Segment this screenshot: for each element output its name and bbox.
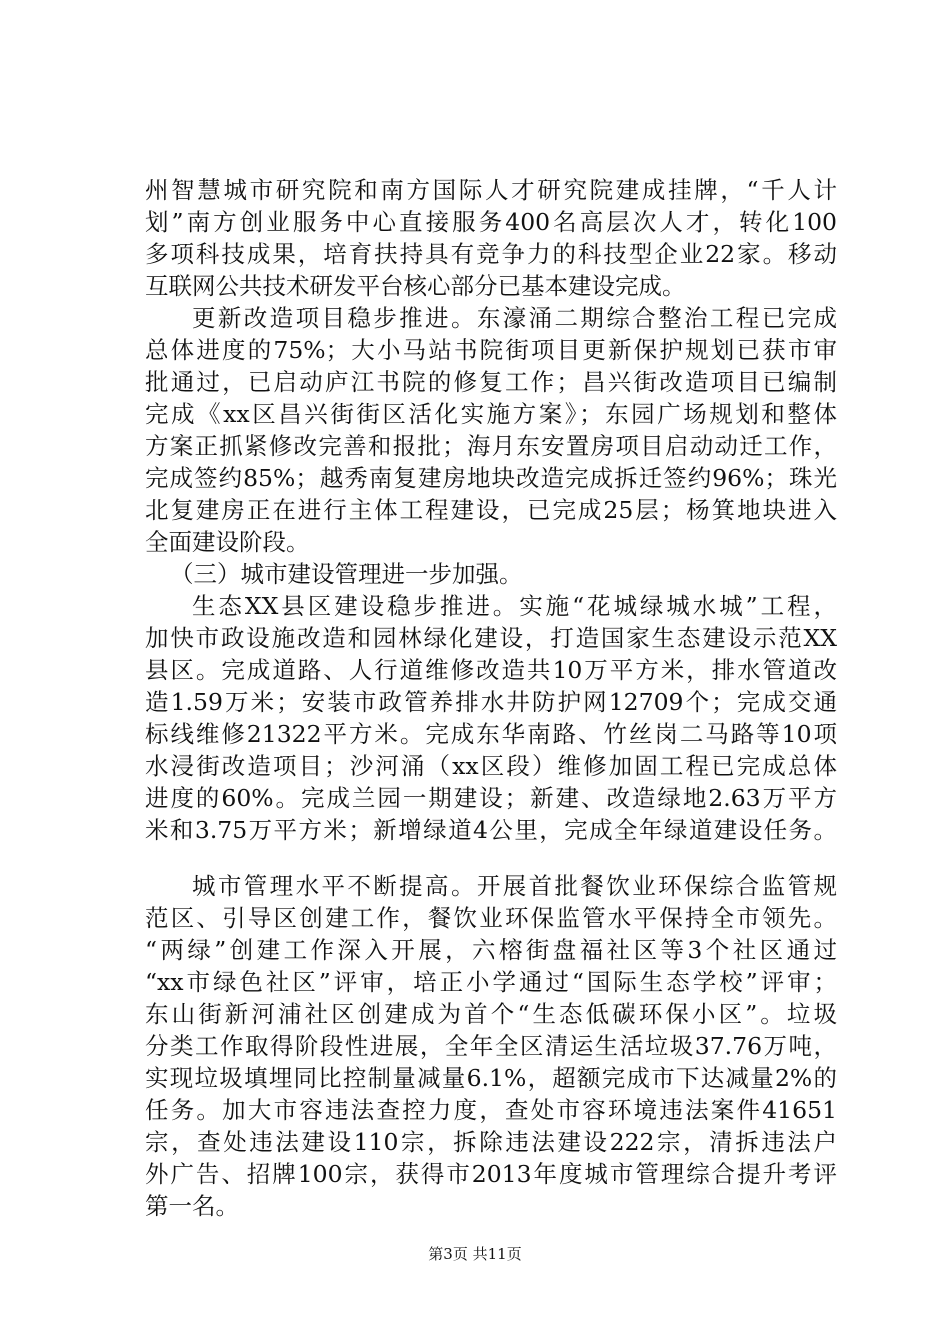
text-line: 标线维修21322平方米。完成东华南路、竹丝岗二马路等10项	[145, 720, 837, 748]
text-line: 米和3.75万平方米；新增绿道4公里，完成全年绿道建设任务。	[145, 816, 837, 844]
text-line: 划”南方创业服务中心直接服务400名高层次人才，转化100	[145, 208, 837, 236]
section-heading: （三）城市建设管理进一步加强。	[170, 560, 523, 588]
text-line: 城市管理水平不断提高。开展首批餐饮业环保综合监管规	[192, 872, 837, 900]
text-line: 方案正抓紧修改完善和报批；海月东安置房项目启动动迁工作，	[145, 432, 837, 460]
text-line: 北复建房正在进行主体工程建设，已完成25层；杨箕地块进入	[145, 496, 837, 524]
text-line: “xx市绿色社区”评审，培正小学通过“国际生态学校”评审；	[145, 968, 837, 996]
text-line: 县区。完成道路、人行道维修改造共10万平方米，排水管道改	[145, 656, 837, 684]
text-line: 宗，查处违法建设110宗，拆除违法建设222宗，清拆违法户	[145, 1128, 837, 1156]
text-line: 分类工作取得阶段性进展，全年全区清运生活垃圾37.76万吨，	[145, 1032, 837, 1060]
text-line: 加快市政设施改造和园林绿化建设，打造国家生态建设示范XX	[145, 624, 837, 652]
text-line: 东山街新河浦社区创建成为首个“生态低碳环保小区”。垃圾	[145, 1000, 837, 1028]
text-line: 造1.59万米；安装市政管养排水井防护网12709个；完成交通	[145, 688, 837, 716]
text-line: 任务。加大市容违法查控力度，查处市容环境违法案件41651	[145, 1096, 837, 1124]
text-line: 进度的60%。完成兰园一期建设；新建、改造绿地2.63万平方	[145, 784, 837, 812]
text-line: 实现垃圾填埋同比控制量减量6.1%，超额完成市下达减量2%的	[145, 1064, 837, 1092]
text-line: 第一名。	[145, 1192, 239, 1220]
text-line: 多项科技成果，培育扶持具有竞争力的科技型企业22家。移动	[145, 240, 837, 268]
text-line: 生态XX县区建设稳步推进。实施“花城绿城水城”工程，	[192, 592, 837, 620]
text-line: 全面建设阶段。	[145, 528, 310, 556]
text-line: 互联网公共技术研发平台核心部分已基本建设完成。	[145, 272, 686, 300]
text-line: 水浸街改造项目；沙河涌（xx区段）维修加固工程已完成总体	[145, 752, 837, 780]
page-footer: 第3页 共11页	[428, 1245, 522, 1263]
text-line: 州智慧城市研究院和南方国际人才研究院建成挂牌，“千人计	[145, 176, 837, 204]
text-line: 完成签约85%；越秀南复建房地块改造完成拆迁签约96%；珠光	[145, 464, 837, 492]
text-line: “两绿”创建工作深入开展，六榕街盘福社区等3个社区通过	[145, 936, 837, 964]
text-line: 外广告、招牌100宗，获得市2013年度城市管理综合提升考评	[145, 1160, 837, 1188]
text-line: 范区、引导区创建工作，餐饮业环保监管水平保持全市领先。	[145, 904, 837, 932]
text-line: 完成《xx区昌兴街街区活化实施方案》；东园广场规划和整体	[145, 400, 837, 428]
text-line: 总体进度的75%；大小马站书院街项目更新保护规划已获市审	[145, 336, 837, 364]
text-line: 更新改造项目稳步推进。东濠涌二期综合整治工程已完成	[192, 304, 837, 332]
text-line: 批通过，已启动庐江书院的修复工作；昌兴街改造项目已编制	[145, 368, 837, 396]
